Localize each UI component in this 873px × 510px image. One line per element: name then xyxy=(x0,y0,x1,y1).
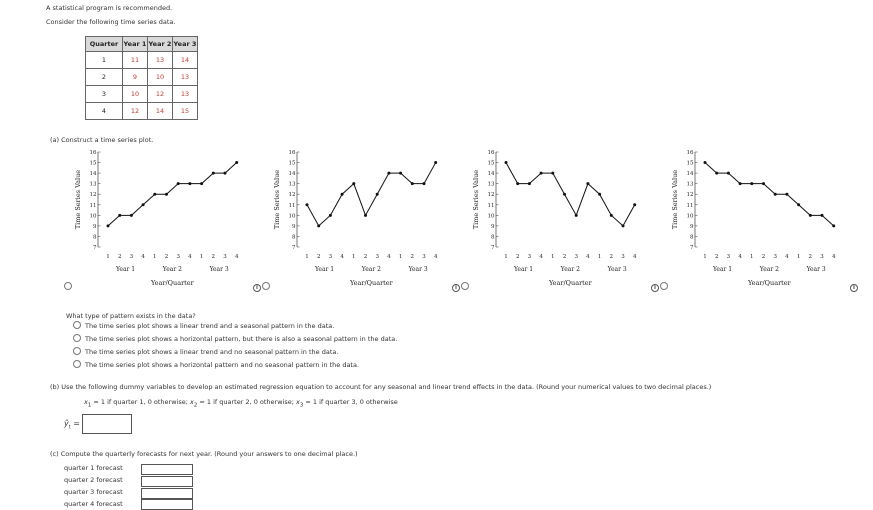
data-point xyxy=(306,203,309,206)
info-icon[interactable]: i xyxy=(452,284,460,292)
value-cell: 13 xyxy=(173,86,198,103)
x-tick-label: 4 xyxy=(340,254,344,260)
x-tick-label: 2 xyxy=(410,254,415,260)
quarter-2-forecast-input[interactable] xyxy=(141,476,193,487)
radio-icon[interactable] xyxy=(73,321,81,329)
y-axis-label: Time Series Value xyxy=(74,169,82,230)
x-tick-label: 2 xyxy=(316,254,321,260)
option-label: The time series plot shows a horizontal pattern, but there is also a seasonal pattern in the data. xyxy=(85,335,398,343)
y-tick-label: 9 xyxy=(93,223,97,230)
table-row xyxy=(86,103,198,120)
data-point xyxy=(130,214,133,217)
data-point xyxy=(704,161,707,164)
x-tick-label: 2 xyxy=(117,254,122,260)
x-year-label: Year 3 xyxy=(209,266,229,273)
data-table xyxy=(85,36,198,120)
y-tick-label: 14 xyxy=(487,171,495,178)
data-point xyxy=(200,182,203,185)
value-cell: 9 xyxy=(123,69,148,86)
y-tick-label: 16 xyxy=(487,150,495,156)
x-tick-label: 4 xyxy=(141,254,145,260)
x-tick-label: 3 xyxy=(574,254,578,260)
data-point xyxy=(575,214,578,217)
x-year-label: Year 3 xyxy=(607,266,627,273)
x-axis-label: Year/Quarter xyxy=(150,279,194,287)
x-tick-label: 1 xyxy=(504,254,508,260)
x3-definition: = 1 if quarter 3, 0 otherwise xyxy=(303,398,398,406)
y-tick-label: 16 xyxy=(686,150,694,156)
x-tick-label: 4 xyxy=(539,254,543,260)
pattern-option-3[interactable] xyxy=(73,348,338,356)
pattern-question: What type of pattern exists in the data? xyxy=(66,312,196,320)
data-point xyxy=(423,182,426,185)
data-point xyxy=(598,193,601,196)
y-tick-label: 11 xyxy=(288,202,296,209)
data-point xyxy=(399,172,402,175)
x-year-label: Year 1 xyxy=(115,266,136,273)
quarter-3-forecast-label: quarter 3 forecast xyxy=(64,488,123,496)
y-tick-label: 13 xyxy=(487,181,495,188)
data-point xyxy=(505,161,508,164)
value-cell: 13 xyxy=(148,52,173,69)
data-point xyxy=(341,193,344,196)
data-point xyxy=(563,193,566,196)
quarter-cell: 1 xyxy=(86,52,123,69)
data-point xyxy=(177,182,180,185)
quarter-cell: 4 xyxy=(86,103,123,120)
header-year-2: Year 2 xyxy=(148,37,173,52)
value-cell: 14 xyxy=(148,103,173,120)
data-point xyxy=(212,172,215,175)
radio-icon[interactable] xyxy=(73,360,81,368)
y-tick-label: 14 xyxy=(686,171,694,178)
x-tick-label: 1 xyxy=(352,254,356,260)
y-tick-label: 13 xyxy=(89,181,97,188)
value-cell: 15 xyxy=(173,103,198,120)
x2-subscript: 2 xyxy=(193,402,198,409)
x-tick-label: 4 xyxy=(188,254,192,260)
x-tick-label: 3 xyxy=(527,254,532,260)
data-point xyxy=(352,182,355,185)
x-tick-label: 1 xyxy=(796,254,801,260)
data-point xyxy=(224,172,227,175)
data-point xyxy=(551,172,554,175)
y-tick-label: 12 xyxy=(89,192,97,199)
x3-subscript: 3 xyxy=(299,402,304,409)
x-year-label: Year 3 xyxy=(806,266,826,273)
value-cell: 12 xyxy=(148,86,173,103)
y-tick-label: 11 xyxy=(686,202,694,209)
x-year-label: Year 3 xyxy=(408,266,428,273)
y-tick-label: 16 xyxy=(89,150,97,156)
data-point xyxy=(434,161,437,164)
data-point xyxy=(411,182,414,185)
pattern-option-2[interactable] xyxy=(73,335,397,343)
x-tick-label: 4 xyxy=(234,254,239,260)
y-tick-label: 10 xyxy=(89,213,97,220)
x1-subscript: 1 xyxy=(87,402,92,409)
x2-symbol: x xyxy=(190,398,194,406)
data-point xyxy=(153,193,156,196)
x-tick-label: 1 xyxy=(597,254,602,260)
data-point xyxy=(633,203,636,206)
intro-line-1: A statistical program is recommended. xyxy=(46,4,173,12)
data-point xyxy=(118,214,121,217)
data-point xyxy=(785,193,788,196)
equals-sign: = xyxy=(70,419,80,428)
data-point xyxy=(727,172,730,175)
x-tick-label: 4 xyxy=(433,254,438,260)
y-axis-label: Time Series Value xyxy=(671,169,679,230)
y-tick-label: 7 xyxy=(491,245,495,251)
y-axis-label: Time Series Value xyxy=(273,169,281,230)
y-tick-label: 15 xyxy=(89,160,97,167)
y-tick-label: 11 xyxy=(89,202,97,209)
y-tick-label: 7 xyxy=(292,245,296,251)
y-tick-label: 8 xyxy=(690,234,694,241)
value-cell: 10 xyxy=(123,86,148,103)
data-point xyxy=(715,172,718,175)
x1-definition: = 1 if quarter 1, 0 otherwise; xyxy=(91,398,190,406)
data-point xyxy=(107,224,110,227)
data-point xyxy=(586,182,589,185)
x-tick-label: 2 xyxy=(761,254,766,260)
y-tick-label: 14 xyxy=(89,171,97,178)
radio-icon[interactable] xyxy=(73,334,81,342)
y-tick-label: 12 xyxy=(686,192,694,199)
quarter-2-forecast-label: quarter 2 forecast xyxy=(64,476,123,484)
quarter-1-forecast-label: quarter 1 forecast xyxy=(64,464,123,472)
data-point xyxy=(188,182,191,185)
x-year-label: Year 2 xyxy=(560,266,580,273)
x-tick-label: 2 xyxy=(714,254,719,260)
y-axis-label: Time Series Value xyxy=(472,169,480,230)
regression-equation-label xyxy=(64,419,80,431)
y-tick-label: 12 xyxy=(487,192,495,199)
plot-2-svg xyxy=(271,148,438,290)
plot-4-svg xyxy=(669,148,836,290)
data-point xyxy=(376,193,379,196)
header-year-1: Year 1 xyxy=(123,37,148,52)
x-tick-label: 4 xyxy=(738,254,742,260)
data-point xyxy=(762,182,765,185)
x-tick-label: 2 xyxy=(609,254,614,260)
data-point xyxy=(516,182,519,185)
pattern-option-1[interactable] xyxy=(73,322,334,330)
data-point xyxy=(832,224,835,227)
value-cell: 14 xyxy=(173,52,198,69)
x-tick-label: 4 xyxy=(831,254,836,260)
y-tick-label: 10 xyxy=(686,213,694,220)
x-tick-label: 3 xyxy=(726,254,731,260)
plot-3-radio[interactable] xyxy=(461,282,469,290)
y-tick-label: 15 xyxy=(686,160,694,167)
x-tick-label: 1 xyxy=(750,254,754,260)
regression-equation-input[interactable] xyxy=(82,414,132,434)
quarter-cell: 2 xyxy=(86,69,123,86)
y-tick-label: 8 xyxy=(292,234,296,241)
x-tick-label: 2 xyxy=(164,254,169,260)
x-tick-label: 4 xyxy=(785,254,789,260)
plot-option-2 xyxy=(271,148,438,290)
x3-symbol: x xyxy=(296,398,300,406)
x-tick-label: 3 xyxy=(328,254,333,260)
x-axis-label: Year/Quarter xyxy=(349,279,393,287)
quarter-cell: 3 xyxy=(86,86,123,103)
part-c-prompt: (c) Compute the quarterly forecasts for next year. (Round your answers to one decimal place.) xyxy=(50,450,358,458)
x-year-label: Year 1 xyxy=(513,266,534,273)
x-tick-label: 1 xyxy=(106,254,110,260)
x-year-label: Year 1 xyxy=(712,266,733,273)
data-point xyxy=(821,214,824,217)
x-tick-label: 1 xyxy=(703,254,707,260)
plot-2-radio[interactable] xyxy=(262,282,270,290)
y-tick-label: 16 xyxy=(288,150,296,156)
x-year-label: Year 2 xyxy=(361,266,381,273)
dummy-variable-definitions xyxy=(84,398,398,408)
quarter-4-forecast-label: quarter 4 forecast xyxy=(64,500,123,508)
value-cell: 11 xyxy=(123,52,148,69)
data-point xyxy=(235,161,238,164)
x-tick-label: 4 xyxy=(632,254,637,260)
table-header-row xyxy=(86,37,198,52)
table-row xyxy=(86,86,198,103)
plot-4-radio[interactable] xyxy=(660,282,668,290)
x-year-label: Year 2 xyxy=(759,266,779,273)
table-row xyxy=(86,69,198,86)
y-tick-label: 8 xyxy=(93,234,97,241)
x-tick-label: 2 xyxy=(515,254,520,260)
yhat-symbol: ŷ xyxy=(64,419,69,428)
plot-1-radio[interactable] xyxy=(64,282,72,290)
data-point xyxy=(797,203,800,206)
part-b-prompt: (b) Use the following dummy variables to develop an estimated regression equation to account for any seasonal and linear trend effects in the data. (Round your numerical values to two decimal places.) xyxy=(50,383,712,391)
plot-3-svg xyxy=(470,148,637,290)
x2-definition: = 1 if quarter 2, 0 otherwise; xyxy=(197,398,296,406)
plot-option-4 xyxy=(669,148,836,290)
x1-symbol: x xyxy=(84,398,88,406)
plot-option-1 xyxy=(72,148,239,290)
quarter-4-forecast-input[interactable] xyxy=(141,499,193,510)
x-tick-label: 3 xyxy=(223,254,227,260)
table-row xyxy=(86,52,198,69)
x-tick-label: 2 xyxy=(808,254,813,260)
radio-icon[interactable] xyxy=(73,347,81,355)
x-tick-label: 1 xyxy=(305,254,309,260)
data-point xyxy=(387,172,390,175)
header-quarter: Quarter xyxy=(86,37,123,52)
data-point xyxy=(317,224,320,227)
x-tick-label: 3 xyxy=(375,254,379,260)
data-point xyxy=(528,182,531,185)
quarter-3-forecast-input[interactable] xyxy=(141,488,193,499)
x-tick-label: 3 xyxy=(129,254,134,260)
x-tick-label: 3 xyxy=(422,254,426,260)
y-tick-label: 15 xyxy=(288,160,296,167)
intro-line-2: Consider the following time series data. xyxy=(46,18,176,26)
value-cell: 13 xyxy=(173,69,198,86)
y-tick-label: 15 xyxy=(487,160,495,167)
y-tick-label: 13 xyxy=(288,181,296,188)
option-label: The time series plot shows a horizontal pattern and no seasonal pattern in the data. xyxy=(85,361,360,369)
y-tick-label: 13 xyxy=(686,181,694,188)
x-tick-label: 1 xyxy=(199,254,204,260)
y-tick-label: 7 xyxy=(93,245,97,251)
y-tick-label: 11 xyxy=(487,202,495,209)
x-axis-label: Year/Quarter xyxy=(747,279,791,287)
series-line xyxy=(108,163,237,226)
x-tick-label: 4 xyxy=(387,254,391,260)
data-point xyxy=(774,193,777,196)
x-tick-label: 1 xyxy=(551,254,555,260)
option-label: The time series plot shows a linear trend and no seasonal pattern in the data. xyxy=(85,348,339,356)
y-tick-label: 7 xyxy=(690,245,694,251)
x-tick-label: 2 xyxy=(562,254,567,260)
pattern-option-4[interactable] xyxy=(73,361,359,369)
x-tick-label: 3 xyxy=(176,254,180,260)
x-year-label: Year 1 xyxy=(314,266,335,273)
x-tick-label: 2 xyxy=(211,254,216,260)
y-tick-label: 12 xyxy=(288,192,296,199)
x-tick-label: 3 xyxy=(773,254,777,260)
plot-1-svg xyxy=(72,148,239,290)
x-tick-label: 2 xyxy=(363,254,368,260)
value-cell: 10 xyxy=(148,69,173,86)
x-tick-label: 3 xyxy=(621,254,625,260)
data-point xyxy=(750,182,753,185)
info-icon[interactable]: i xyxy=(850,284,858,292)
data-point xyxy=(622,224,625,227)
data-point xyxy=(809,214,812,217)
data-point xyxy=(165,193,168,196)
data-point xyxy=(739,182,742,185)
quarter-1-forecast-input[interactable] xyxy=(141,464,193,475)
data-point xyxy=(364,214,367,217)
part-a-prompt: (a) Construct a time series plot. xyxy=(50,136,154,144)
series-line xyxy=(307,163,436,226)
value-cell: 12 xyxy=(123,103,148,120)
option-label: The time series plot shows a linear trend and a seasonal pattern in the data. xyxy=(85,322,335,330)
x-tick-label: 1 xyxy=(153,254,157,260)
x-tick-label: 4 xyxy=(586,254,590,260)
y-tick-label: 8 xyxy=(491,234,495,241)
data-point xyxy=(610,214,613,217)
series-line xyxy=(506,163,635,226)
plot-option-3 xyxy=(470,148,637,290)
x-tick-label: 1 xyxy=(398,254,403,260)
y-tick-label: 10 xyxy=(288,213,296,220)
x-tick-label: 3 xyxy=(820,254,824,260)
y-tick-label: 9 xyxy=(690,223,694,230)
x-axis-label: Year/Quarter xyxy=(548,279,592,287)
info-icon[interactable]: i xyxy=(651,284,659,292)
data-point xyxy=(329,214,332,217)
data-point xyxy=(540,172,543,175)
yhat-subscript: t xyxy=(68,424,71,431)
series-line xyxy=(705,163,834,226)
data-point xyxy=(142,203,145,206)
info-icon[interactable]: i xyxy=(253,284,261,292)
y-tick-label: 14 xyxy=(288,171,296,178)
y-tick-label: 9 xyxy=(292,223,296,230)
x-year-label: Year 2 xyxy=(162,266,182,273)
y-tick-label: 9 xyxy=(491,223,495,230)
y-tick-label: 10 xyxy=(487,213,495,220)
header-year-3: Year 3 xyxy=(173,37,198,52)
